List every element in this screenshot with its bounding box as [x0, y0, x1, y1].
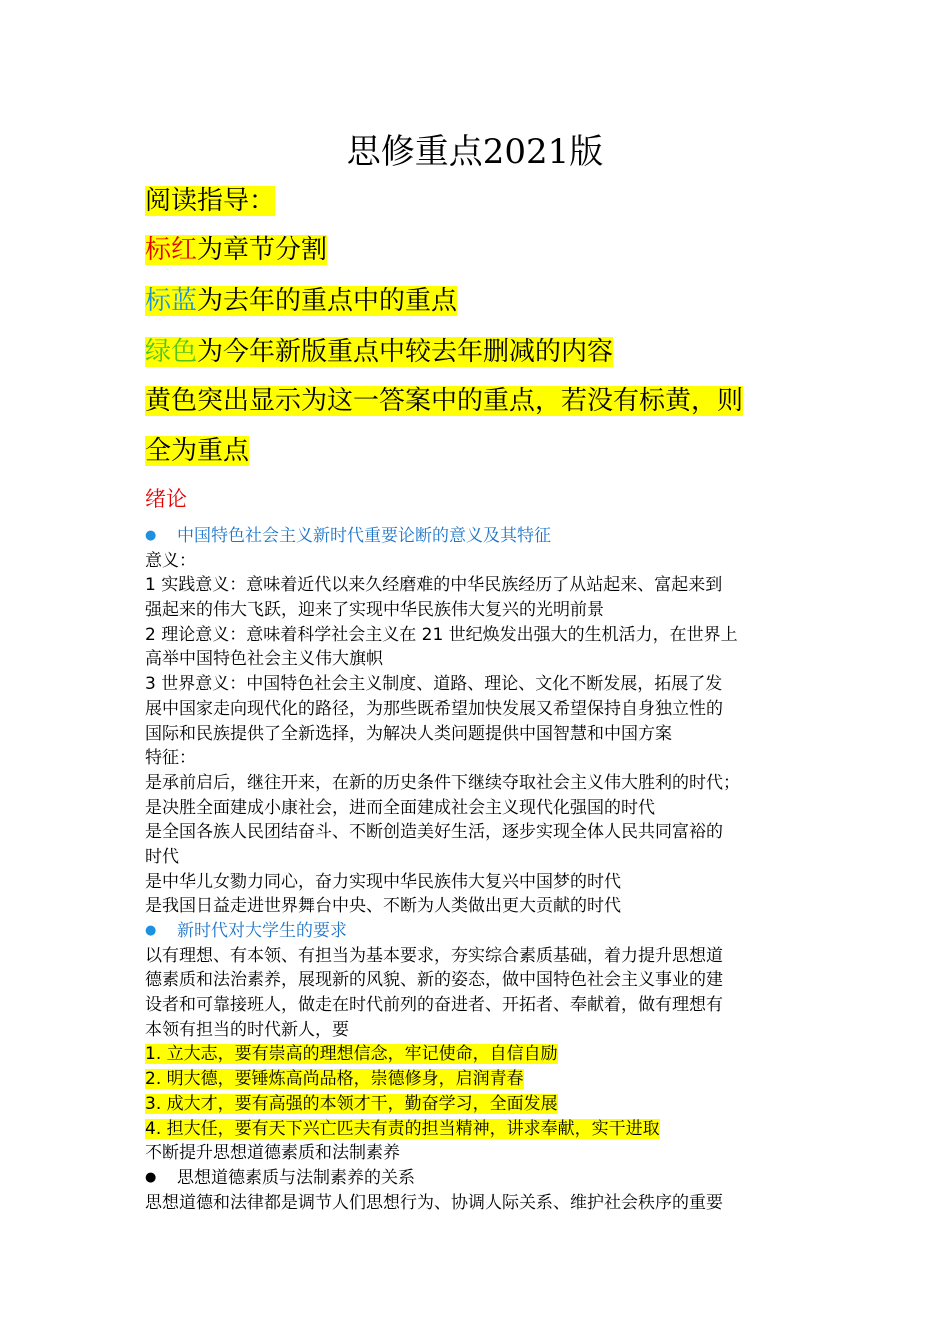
paragraph-line: 1 实践意义：意味着近代以来久经磨难的中华民族经历了从站起来、富起来到	[145, 575, 723, 596]
guide-green-label: 绿色	[145, 337, 198, 367]
guide-green-line	[145, 333, 613, 371]
guide-blue-line	[145, 282, 457, 320]
section-heading-text: 新时代对大学生的要求	[177, 921, 347, 941]
guide-yellow-text-1: 黄色突出显示为这一答案中的重点，若没有标黄，则	[145, 386, 744, 416]
paragraph-line: 本领有担当的时代新人，要	[145, 1019, 349, 1040]
paragraph-line: 是承前启后，继往开来，在新的历史条件下继续夺取社会主义伟大胜利的时代；	[145, 772, 740, 793]
paragraph-line: 是中华儿女勠力同心，奋力实现中华民族伟大复兴中国梦的时代	[145, 871, 621, 892]
paragraph-line: 高举中国特色社会主义伟大旗帜	[145, 649, 383, 670]
highlighted-item: 1. 立大志，要有崇高的理想信念，牢记使命，自信自励	[145, 1044, 558, 1065]
paragraph-line: 设者和可靠接班人，做走在时代前列的奋进者、开拓者、奉献着，做有理想有	[145, 995, 723, 1016]
paragraph-line: 是我国日益走进世界舞台中央、不断为人类做出更大贡献的时代	[145, 896, 621, 917]
guide-heading-text: 阅读指导：	[145, 186, 276, 216]
bullet-icon: ●	[145, 1169, 157, 1185]
bullet-icon: ●	[145, 528, 157, 543]
guide-green-rest: 为今年新版重点中较去年删减的内容	[197, 337, 614, 367]
chapter-heading: 绪论	[145, 487, 187, 511]
guide-red-line	[145, 231, 327, 269]
section-heading	[145, 524, 810, 549]
page-title: 思修重点2021版	[346, 132, 604, 172]
highlighted-item: 2. 明大德，要锤炼高尚品格，崇德修身，启润青春	[145, 1069, 524, 1090]
guide-yellow-line-2	[145, 432, 249, 470]
paragraph-line: 思想道德和法律都是调节人们思想行为、协调人际关系、维护社会秩序的重要	[145, 1192, 723, 1213]
section-heading-text: 思想道德素质与法制素养的关系	[177, 1167, 415, 1188]
paragraph-line: 展中国家走向现代化的路径，为那些既希望加快发展又希望保持自身独立性的	[145, 698, 723, 719]
meaning-label: 意义：	[145, 550, 196, 571]
section-heading	[145, 1166, 810, 1191]
guide-heading	[145, 182, 275, 220]
highlighted-item: 4. 担大任，要有天下兴亡匹夫有责的担当精神，讲求奉献，实干进取	[145, 1118, 660, 1139]
guide-red-label: 标红	[145, 235, 198, 265]
paragraph-line: 时代	[145, 846, 179, 867]
guide-blue-label: 标蓝	[145, 286, 198, 316]
paragraph-line: 2 理论意义：意味着科学社会主义在 21 世纪焕发出强大的生机活力，在世界上	[145, 624, 738, 645]
paragraph-line: 3 世界意义：中国特色社会主义制度、道路、理论、文化不断发展，拓展了发	[145, 674, 723, 695]
guide-red-rest: 为章节分割	[197, 235, 328, 265]
paragraph-line: 德素质和法治素养，展现新的风貌、新的姿态，做中国特色社会主义事业的建	[145, 970, 723, 991]
paragraph-line: 以有理想、有本领、有担当为基本要求，夯实综合素质基础，着力提升思想道	[145, 945, 723, 966]
section-heading	[145, 919, 810, 944]
feature-label: 特征：	[145, 748, 196, 769]
paragraph-line: 不断提升思想道德素质和法制素养	[145, 1143, 400, 1164]
paragraph-line: 是决胜全面建成小康社会，进而全面建成社会主义现代化强国的时代	[145, 797, 655, 818]
guide-blue-rest: 为去年的重点中的重点	[197, 286, 458, 316]
paragraph-line: 国际和民族提供了全新选择，为解决人类问题提供中国智慧和中国方案	[145, 723, 672, 744]
document-body	[145, 524, 810, 1215]
section-heading-text: 中国特色社会主义新时代重要论断的意义及其特征	[177, 526, 551, 546]
guide-yellow-text-2: 全为重点	[145, 436, 250, 466]
highlighted-item: 3. 成大才，要有高强的本领才干，勤奋学习，全面发展	[145, 1093, 558, 1114]
paragraph-line: 强起来的伟大飞跃，迎来了实现中华民族伟大复兴的光明前景	[145, 600, 604, 621]
guide-yellow-line-1	[145, 382, 743, 420]
paragraph-line: 是全国各族人民团结奋斗、不断创造美好生活，逐步实现全体人民共同富裕的	[145, 822, 723, 843]
bullet-icon: ●	[145, 923, 157, 938]
